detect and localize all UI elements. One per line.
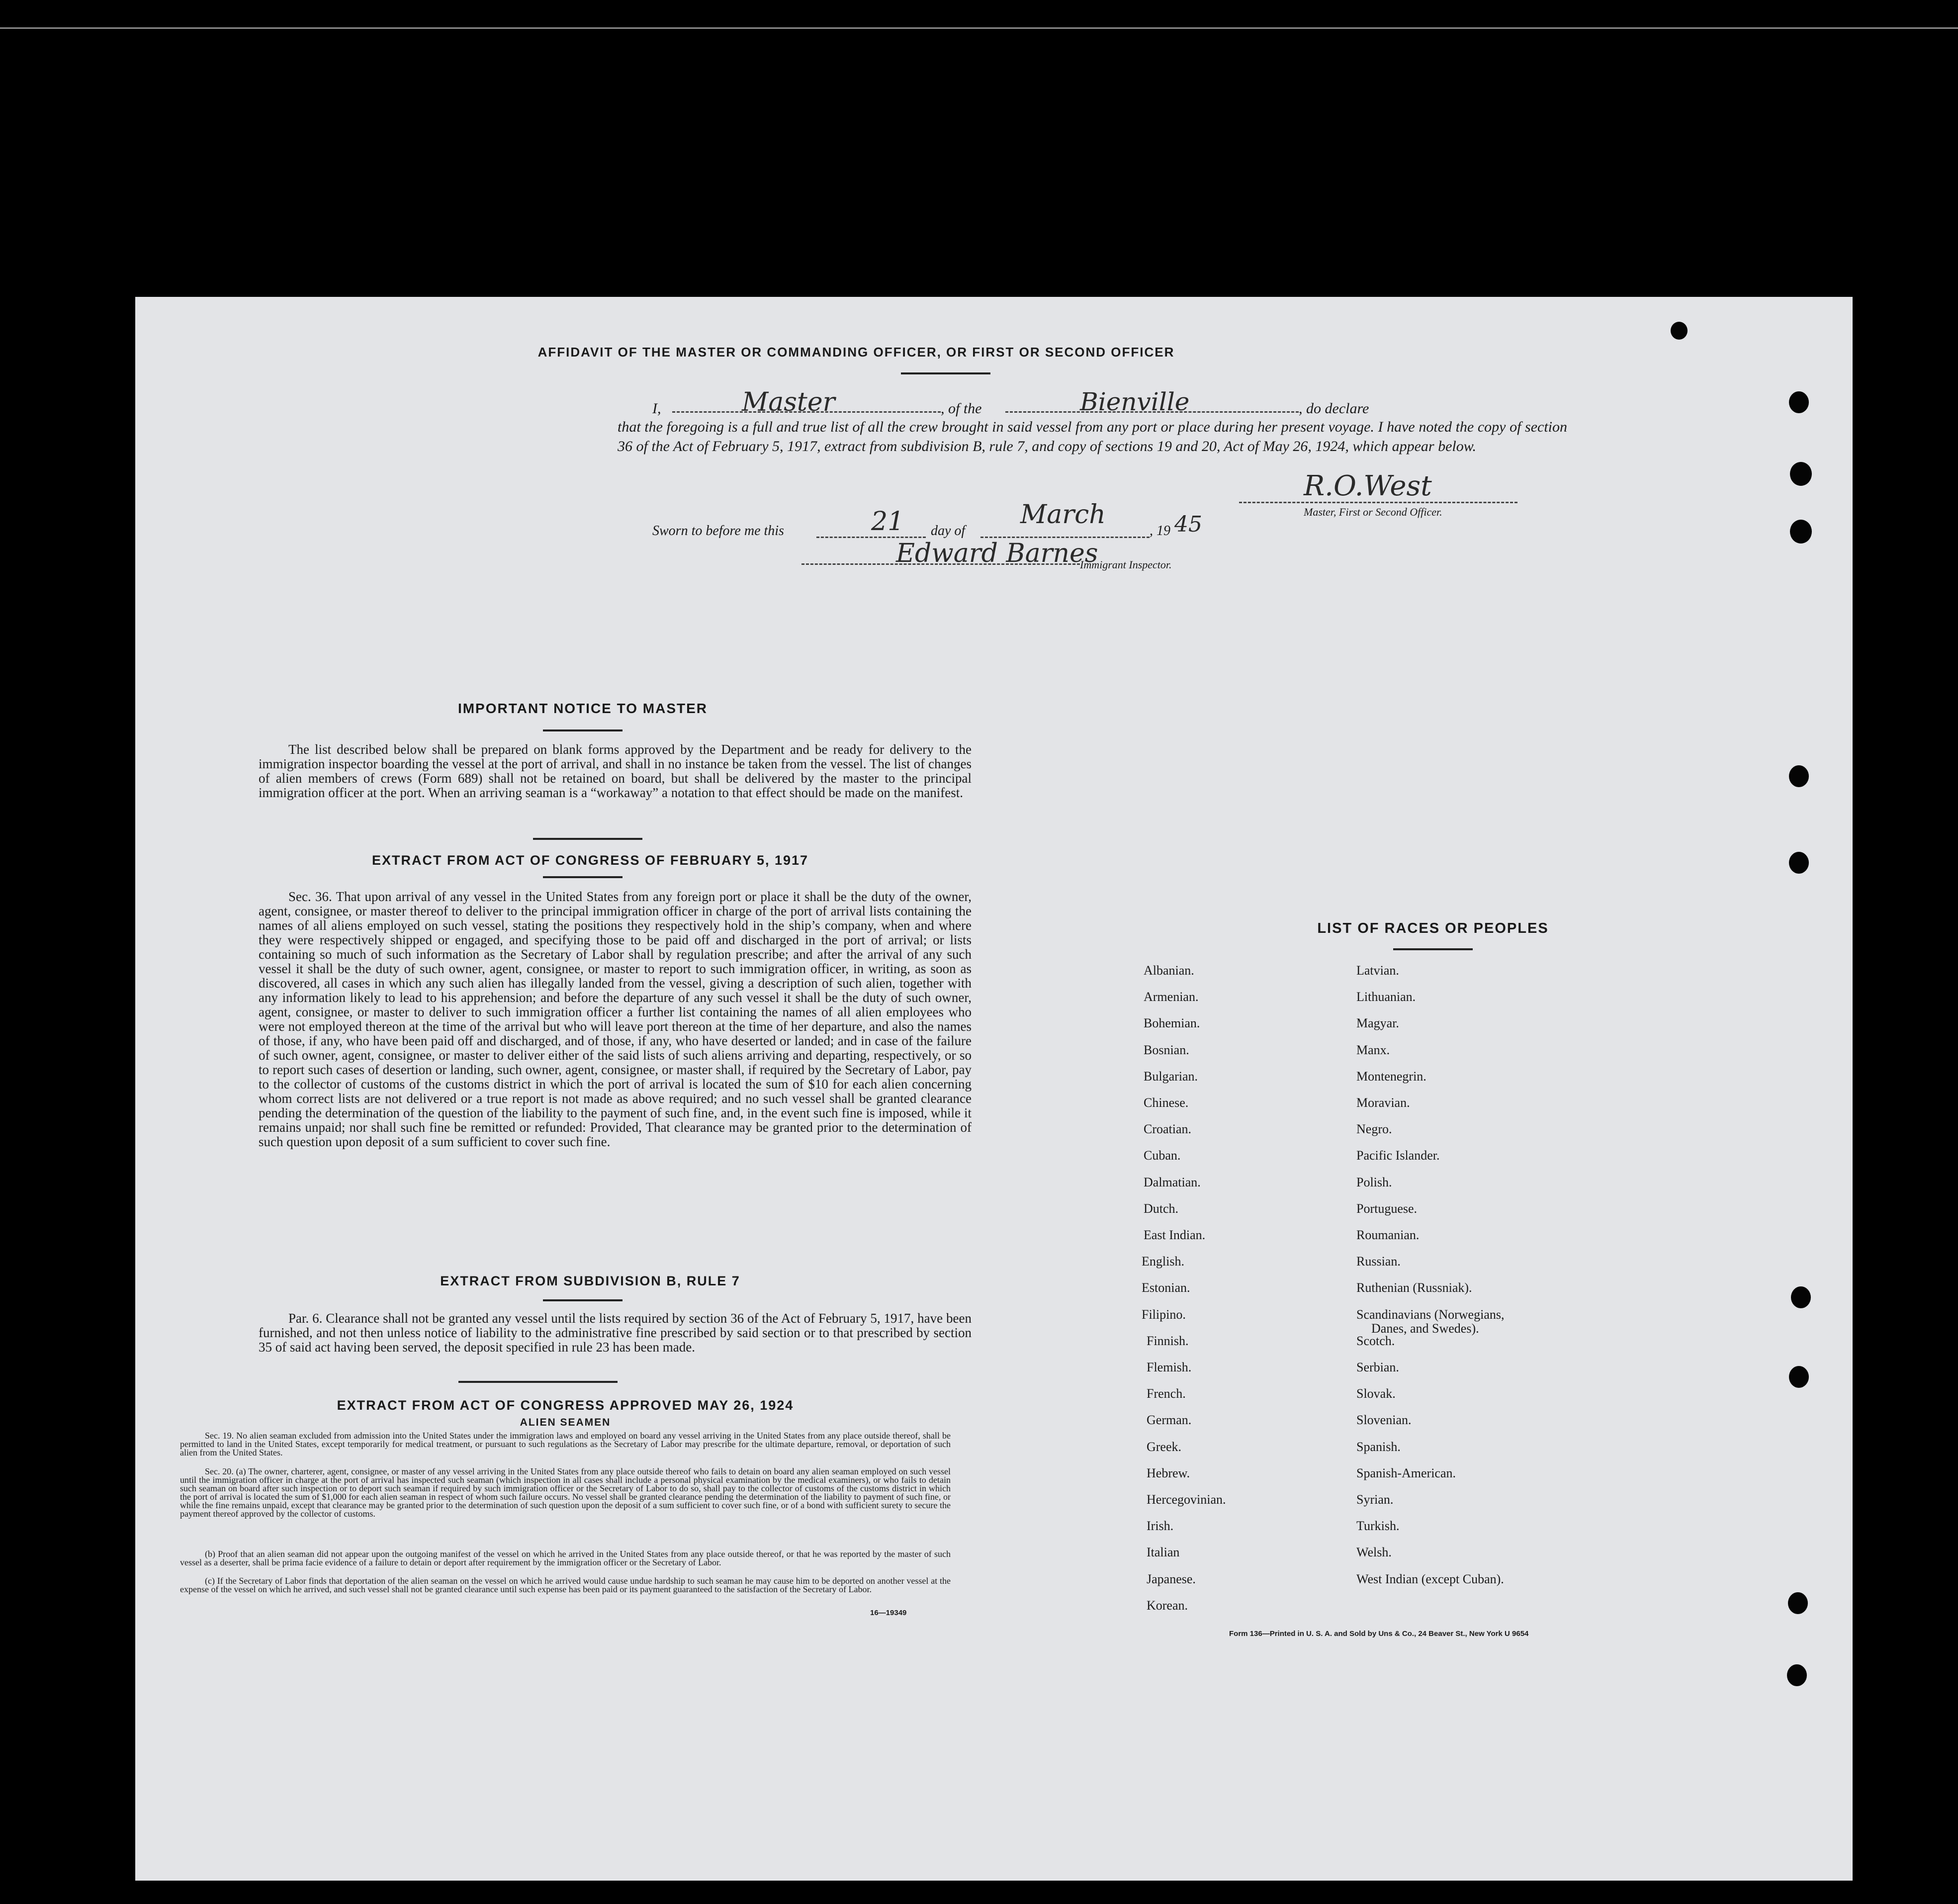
notice-title-rule	[543, 729, 623, 731]
punch-hole	[1788, 1592, 1808, 1614]
extract1924-subtitle: ALIEN SEAMEN	[520, 1417, 611, 1428]
punch-hole	[1789, 1366, 1809, 1388]
race-item: West Indian (except Cuban).	[1356, 1572, 1504, 1586]
master-caption: Master, First or Second Officer.	[1304, 506, 1442, 518]
handwritten-master: Master	[742, 387, 835, 417]
handwritten-day: 21	[871, 507, 904, 537]
race-item: Spanish-American.	[1356, 1466, 1456, 1480]
punch-hole	[1789, 765, 1809, 787]
race-item: Dutch.	[1144, 1201, 1179, 1216]
race-item: Welsh.	[1356, 1545, 1392, 1559]
race-item: Negro.	[1356, 1122, 1392, 1136]
inspector-signature-line	[801, 563, 1080, 565]
race-item: Albanian.	[1144, 963, 1194, 978]
extract1924-sec20b: (b) Proof that an alien seaman did not appear upon the outgoing manifest of the vessel on which he arrived in the United States from any place outside thereof, or that he was reported by the master of such vessel as a deserter, shall be prima facie evidence of a failure to detain or deport after requirement by the immigration officer or the Secretary of Labor.	[180, 1549, 951, 1567]
rule7-title: EXTRACT FROM SUBDIVISION B, RULE 7	[440, 1273, 740, 1288]
extract1917-title: EXTRACT FROM ACT OF CONGRESS OF FEBRUARY 5, 1917	[371, 853, 809, 868]
form-code: 16—19349	[870, 1609, 907, 1617]
race-item: Greek.	[1147, 1440, 1182, 1454]
master-signature: R.O.West	[1304, 470, 1432, 502]
declare-label: , do declare	[1299, 400, 1369, 417]
day-blank-line	[816, 537, 926, 538]
rule7-rule	[458, 1381, 618, 1383]
notice-title: IMPORTANT NOTICE TO MASTER	[457, 701, 708, 716]
affidavit-title: AFFIDAVIT OF THE MASTER OR COMMANDING OFFICER, OR FIRST OR SECOND OFFICER	[537, 345, 1175, 360]
punch-hole	[1791, 1286, 1811, 1308]
scan-top-line	[0, 27, 1958, 29]
race-item: Bulgarian.	[1144, 1069, 1198, 1084]
race-item: Chinese.	[1144, 1095, 1189, 1110]
race-item: Ruthenian (Russniak).	[1356, 1280, 1472, 1295]
race-item: French.	[1147, 1386, 1186, 1401]
punch-hole	[1787, 1664, 1807, 1686]
sworn-label: Sworn to before me this	[652, 523, 784, 539]
race-item: Russian.	[1356, 1254, 1401, 1269]
notice-text: The list described below shall be prepared on blank forms approved by the Department and be ready for delivery to the immigration inspector boarding the vessel at the port of arrival, and shall in no instance be taken from the vessel. The list of changes of alien members of crews (Form 689) shall not be retained on board, but shall be delivered by the master to the principal immigration officer at the port. When an arriving seaman is a “workaway” a notation to that effect should be made on the manifest.	[259, 742, 972, 800]
race-item: Portuguese.	[1356, 1201, 1418, 1216]
inspector-signature: Edward Barnes	[896, 539, 1098, 568]
extract1917-text: Sec. 36. That upon arrival of any vessel in the United States from any foreign port or place it shall be the duty of the owner, agent, consignee, or master thereof to deliver to the principal immigration officer in charge of the port of arrival lists containing the names of all aliens employed on such vessel, stating the positions they respectively hold in the ship’s company, when and where they were respectively shipped or engaged, and specifying those to be paid off and discharged in the port of arrival; or lists containing so much of such information as the Secretary of Labor shall by regulation prescribe; and after the arrival of any such vessel it shall be the duty of such owner, agent, consignee, or master to report to such immigration officer, in writing, as soon as discovered, all cases in which any such alien has illegally landed from the vessel, giving a description of such alien, together with any information likely to lead to his apprehension; and before the departure of any such vessel it shall be the duty of such owner, agent, consignee, or master to deliver to such immigration officer a further list containing the names of all alien employees who were not employed thereon at the time of the arrival but who will leave port thereon at the time of her departure, and also the names of those, if any, who have been paid off and discharged, and of those, if any, who have deserted or landed; and in case of the failure of such owner, agent, consignee, or master to deliver either of the said lists of such aliens arriving and departing, respectively, or so to report such cases of desertion or landing, such owner, agent, consignee, or master shall, if required by the Secretary of Labor, pay to the collector of customs of the customs district in which the port of arrival is located the sum of $10 for each alien concerning whom correct lists are not delivered or a true report is not made as above required; and no such vessel shall be granted clearance pending the determination of the question of the liability to the payment of such fine, and, in the event such fine is imposed, while it remains unpaid; nor shall such fine be remitted or refunded: Provided, That clearance may be granted prior to the determination of such question upon deposit of a sum sufficient to cover such fine.	[259, 889, 972, 1149]
race-item: Scotch.	[1356, 1334, 1395, 1348]
race-item: Korean.	[1147, 1598, 1188, 1613]
rule7-text: Par. 6. Clearance shall not be granted any vessel until the lists required by section 36 of the Act of February 5, 1917, have been furnished, and not then unless notice of liability to the administrative fine prescribed by said section or to that prescribed by section 35 of said act having been served, the deposit specified in rule 23 has been made.	[259, 1311, 972, 1355]
race-item: Hebrew.	[1147, 1466, 1190, 1480]
extract1924-sec19: Sec. 19. No alien seaman excluded from admission into the United States under the immigration laws and employed on board any vessel arriving in the United States from any place outside thereof, shall be permitted to land in the United States, except temporarily for medical treatment, or pursuant to such regulations as the Secretary of Labor may prescribe for the ultimate departure, removal, or deportation of such alien from the United States.	[180, 1431, 951, 1457]
of-the-label: , of the	[941, 400, 982, 417]
race-item: Roumanian.	[1356, 1228, 1420, 1242]
race-item: Serbian.	[1356, 1360, 1399, 1374]
races-right-column	[1356, 963, 1585, 1625]
race-item: Cuban.	[1144, 1148, 1181, 1163]
race-item: East Indian.	[1144, 1228, 1206, 1242]
race-item: Dalmatian.	[1144, 1175, 1201, 1189]
race-item: Slovak.	[1356, 1386, 1396, 1401]
punch-hole	[1789, 391, 1809, 413]
extract1917-title-rule	[543, 876, 623, 878]
month-blank-line	[980, 537, 1150, 538]
punch-hole	[1790, 520, 1812, 544]
race-item: Pacific Islander.	[1356, 1148, 1440, 1163]
form-line: Form 136—Printed in U. S. A. and Sold by Uns & Co., 24 Beaver St., New York U 9654	[1229, 1630, 1529, 1638]
inspector-caption: Immigrant Inspector.	[1080, 558, 1172, 571]
race-item: Polish.	[1356, 1175, 1392, 1189]
races-title: LIST OF RACES OR PEOPLES	[1317, 920, 1549, 936]
race-item: Slovenian.	[1356, 1413, 1412, 1427]
affidavit-title-rule	[901, 372, 990, 374]
handwritten-vessel: Bienville	[1080, 387, 1190, 416]
race-item: Lithuanian.	[1356, 990, 1416, 1004]
races-left-column	[1144, 963, 1352, 1625]
race-item: Manx.	[1356, 1043, 1390, 1057]
extract1924-sec20c: (c) If the Secretary of Labor finds that deportation of the alien seaman on the vessel on which he arrived would cause undue hardship to such seaman he may cause him to be deported on another vessel at the expense of the vessel on which he arrived, and such vessel shall not be granted clearance until such expense has been paid or its payment guaranteed to the satisfaction of the Secretary of Labor.	[180, 1576, 951, 1594]
year-prefix: , 19	[1150, 523, 1170, 539]
race-item: Bohemian.	[1144, 1016, 1200, 1030]
day-of-label: day of	[931, 523, 966, 539]
race-item: Montenegrin.	[1356, 1069, 1426, 1084]
punch-hole	[1790, 462, 1812, 486]
extract1924-title: EXTRACT FROM ACT OF CONGRESS APPROVED MAY 26, 1924	[337, 1398, 794, 1413]
race-item: Italian	[1147, 1545, 1180, 1559]
race-item: Moravian.	[1356, 1095, 1410, 1110]
race-item: Magyar.	[1356, 1016, 1399, 1030]
race-item: Filipino.	[1142, 1307, 1186, 1322]
race-item: Japanese.	[1147, 1572, 1196, 1586]
race-item: Spanish.	[1356, 1440, 1401, 1454]
extract1924-sec20a: Sec. 20. (a) The owner, charterer, agent, consignee, or master of any vessel arriving in the United States from any place outside thereof who fails to detain on board any alien seaman employed on such vessel until the immigration officer in charge at the port of arrival has inspected such seaman (which inspection in all cases shall include a personal physical examination by the medical examiners), or who fails to detain such seaman on board after such inspection or to deport such seaman if required by such immigration officer or the Secretary of Labor to do so, shall pay to the collector of customs of the customs district in which the port of arrival is located the sum of $1,000 for each alien seaman in respect of whom such failure occurs. No vessel shall be granted clearance pending the determination of the liability to payment of such fine, or while the fine remains unpaid, except that clearance may be granted prior to the determination of such question upon the deposit of a sum sufficient to cover such fine, or of a bond with sufficient surety to secure the payment thereof approved by the collector of customs.	[180, 1466, 951, 1519]
handwritten-year: 45	[1174, 512, 1202, 537]
race-item: Flemish.	[1147, 1360, 1192, 1374]
race-item: Bosnian.	[1144, 1043, 1189, 1057]
handwritten-month: March	[1020, 500, 1106, 530]
race-item: Danes, and Swedes).	[1371, 1321, 1479, 1336]
affidavit-block	[463, 387, 1567, 600]
document-page	[135, 297, 1853, 1881]
race-item: Hercegovinian.	[1147, 1492, 1226, 1507]
race-item: Croatian.	[1144, 1122, 1192, 1136]
races-title-rule	[1393, 948, 1473, 950]
i-label: I,	[652, 400, 661, 417]
race-item: Finnish.	[1147, 1334, 1189, 1348]
race-item: English.	[1142, 1254, 1184, 1269]
notice-rule	[533, 838, 642, 840]
master-signature-line	[1239, 502, 1517, 503]
punch-hole	[1671, 322, 1688, 340]
race-item: Latvian.	[1356, 963, 1399, 978]
race-item: Turkish.	[1356, 1519, 1400, 1533]
race-item: German.	[1147, 1413, 1192, 1427]
punch-hole	[1789, 852, 1809, 874]
rule7-title-rule	[543, 1299, 623, 1301]
race-item: Estonian.	[1142, 1280, 1190, 1295]
race-item: Scandinavians (Norwegians,	[1356, 1307, 1505, 1322]
race-item: Irish.	[1147, 1519, 1174, 1533]
race-item: Armenian.	[1144, 990, 1199, 1004]
affidavit-paragraph: that the foregoing is a full and true list of all the crew brought in said vessel from any port or place during her present voyage. I have noted the copy of section 36 of the Act of February 5, 1917, extract from subdivision B, rule 7, and copy of sections 19 and 20, Act of May 26, 1924, which appear below.	[618, 419, 1567, 454]
race-item: Syrian.	[1356, 1492, 1394, 1507]
